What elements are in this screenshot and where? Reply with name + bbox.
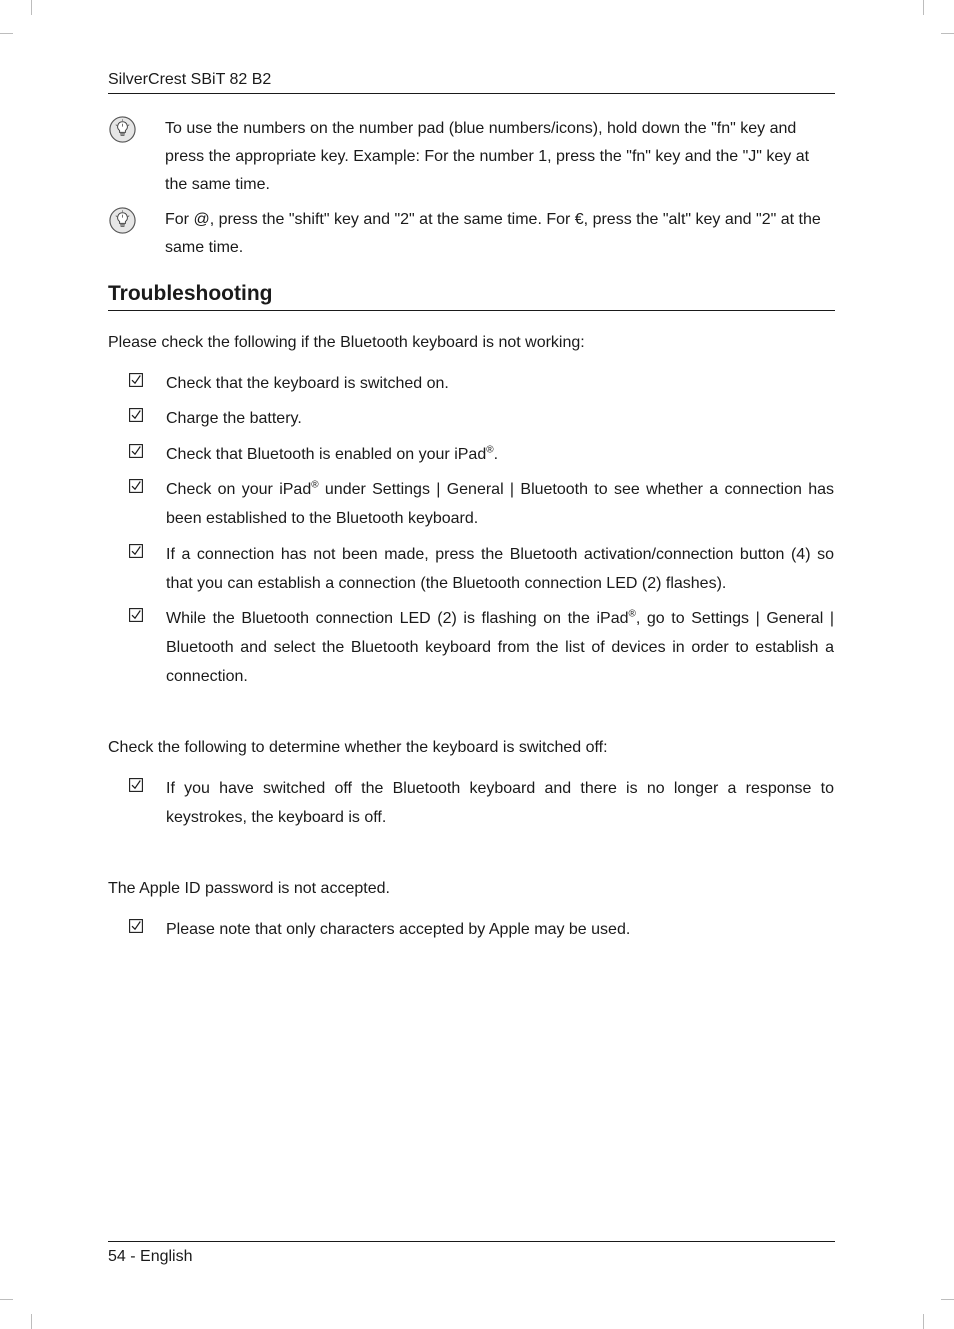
checklist-item	[108, 774, 835, 832]
checklist-text: Charge the battery.	[166, 410, 302, 427]
checklist-text: Please note that only characters accepted by Apple may be used.	[166, 921, 631, 938]
text-segment: under Settings | General | Bluetooth to see whether a connection has been established to the Bluetooth keyboard.	[166, 481, 834, 527]
checklist-text	[166, 475, 834, 533]
crop-mark	[0, 33, 13, 34]
checklist-text	[166, 604, 834, 691]
checkbox-checked-icon	[129, 544, 143, 558]
intro-paragraph: Please check the following if the Bluetooth keyboard is not working:	[108, 334, 585, 351]
registered-mark: ®	[628, 608, 636, 620]
text-segment: Check that Bluetooth is enabled on your iPad	[166, 446, 487, 463]
registered-mark: ®	[311, 479, 319, 491]
text-segment: , go to Settings | General | Bluetooth and select the Bluetooth keyboard from the list of devices in order to establish a connection.	[166, 610, 834, 685]
checklist-text	[166, 440, 834, 469]
checklist-item	[108, 440, 835, 469]
lightbulb-icon	[108, 115, 137, 144]
crop-mark	[0, 1299, 13, 1300]
checklist-item	[108, 475, 835, 533]
text-segment: .	[493, 446, 499, 463]
checkbox-checked-icon	[129, 479, 143, 493]
text-segment: Check on your iPad	[166, 481, 312, 498]
checklist-item	[108, 404, 835, 433]
crop-mark	[923, 1314, 924, 1329]
checkbox-checked-icon	[129, 778, 143, 792]
checklist-item	[108, 604, 835, 691]
intro-paragraph: Check the following to determine whether the keyboard is switched off:	[108, 739, 608, 756]
checklist-item	[108, 540, 835, 598]
page-header	[108, 70, 835, 94]
tip-note	[108, 115, 835, 199]
intro-paragraph: The Apple ID password is not accepted.	[108, 880, 390, 897]
checkbox-checked-icon	[129, 444, 143, 458]
section-title: Troubleshooting	[108, 280, 835, 311]
crop-mark	[923, 0, 924, 15]
crop-mark	[941, 33, 954, 34]
checklist-item	[108, 369, 835, 398]
tip-text: For @, press the "shift" key and "2" at the same time. For €, press the "alt" key and "2" at the same time.	[165, 211, 821, 256]
crop-mark	[941, 1299, 954, 1300]
tip-note	[108, 206, 835, 262]
checkbox-checked-icon	[129, 408, 143, 422]
page-number: 54 - English	[108, 1248, 193, 1265]
tip-text: To use the numbers on the number pad (blue numbers/icons), hold down the "fn" key and press the appropriate key. Example: For the number 1, press the "fn" key and the "J" key at the same time.	[165, 120, 810, 193]
crop-mark	[31, 1314, 32, 1329]
checkbox-checked-icon	[129, 373, 143, 387]
checklist-text: If you have switched off the Bluetooth keyboard and there is no longer a response to keystrokes, the keyboard is off.	[166, 780, 834, 826]
checkbox-checked-icon	[129, 608, 143, 622]
checkbox-checked-icon	[129, 919, 143, 933]
checklist-text: If a connection has not been made, press the Bluetooth activation/connection button (4) so that you can establish a connection (the Bluetooth connection LED (2) flashes).	[166, 546, 834, 592]
checklist-text: Check that the keyboard is switched on.	[166, 375, 449, 392]
crop-mark	[31, 0, 32, 15]
page-footer	[108, 1241, 835, 1267]
product-title: SilverCrest SBiT 82 B2	[108, 71, 272, 88]
lightbulb-icon	[108, 206, 137, 235]
checklist-item	[108, 915, 835, 944]
registered-mark: ®	[486, 444, 494, 456]
text-segment: While the Bluetooth connection LED (2) is flashing on the iPad	[166, 610, 629, 627]
